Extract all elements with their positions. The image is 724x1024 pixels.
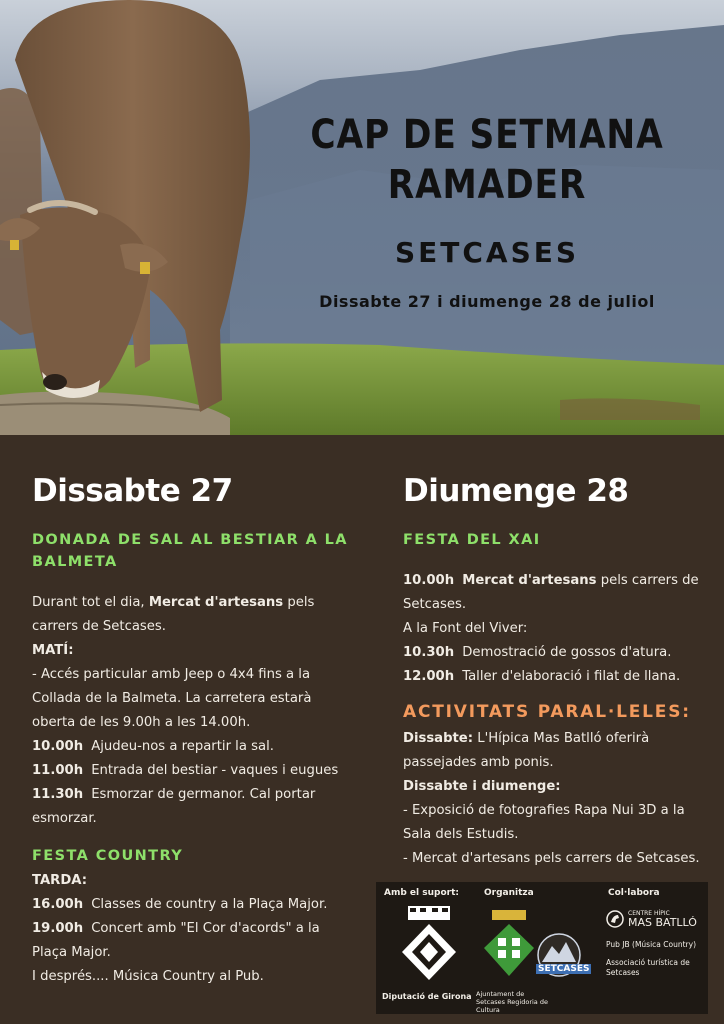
collab-item: Associació turística de Setcases bbox=[606, 958, 690, 977]
schedule-item: 12.00h Taller d'elaboració i filat de llana. bbox=[403, 669, 681, 684]
saturday-heading: Dissabte 27 bbox=[32, 473, 233, 509]
support-name: Diputació de Girona bbox=[382, 992, 472, 1001]
schedule-item: 11.00h Entrada del bestiar - vaques i eugues bbox=[32, 763, 339, 778]
event-date: Dissabte 27 i diumenge 28 de juliol bbox=[319, 292, 655, 311]
diputacio-girona-logo bbox=[398, 906, 460, 986]
market-intro: Durant tot el dia, Mercat d'artesans pels carrers de Setcases. bbox=[32, 595, 315, 634]
title-line-1: CAP DE SETMANA bbox=[310, 112, 664, 158]
saturday-activity: Dissabte: L'Hípica Mas Batlló oferirà passejades amb ponis. bbox=[403, 731, 650, 770]
sunday-heading: Diumenge 28 bbox=[403, 473, 629, 509]
organizer-name: Ajuntament de Setcases Regidoria de Cultura bbox=[476, 990, 548, 1014]
event-subtitle: SETCASES bbox=[394, 236, 580, 269]
organizer-label: Organitza bbox=[484, 888, 534, 898]
saturday-column bbox=[32, 435, 354, 989]
afternoon-label: TARDA: bbox=[32, 873, 88, 888]
schedule-item: 10.00h Ajudeu-nos a repartir la sal. bbox=[32, 739, 274, 754]
activity-item: - Exposició de fotografies Rapa Nui 3D a la Sala dels Estudis. bbox=[403, 803, 685, 842]
salt-event-heading: DONADA DE SAL AL BESTIAR A LA BALMETA bbox=[32, 532, 348, 570]
sunday-column bbox=[403, 435, 713, 871]
closing-note: I després.... Música Country al Pub. bbox=[32, 969, 264, 984]
access-note: - Accés particular amb Jeep o 4x4 fins a la Collada de la Balmeta. La carretera estarà oberta de les 9.00h a les 14.00h. bbox=[32, 667, 312, 730]
collab-label: Col·labora bbox=[608, 888, 660, 898]
setcases-coat-of-arms-icon bbox=[482, 908, 536, 980]
setcases-logo-text: SETCASES bbox=[538, 964, 590, 974]
title-line-2: RAMADER bbox=[387, 162, 587, 208]
schedule-item: 16.00h Classes de country a la Plaça Major. bbox=[32, 897, 328, 912]
country-event-heading: FESTA COUNTRY bbox=[32, 848, 184, 864]
hero-banner bbox=[0, 0, 724, 435]
location-note: A la Font del Viver: bbox=[403, 621, 528, 636]
parallel-activities-heading: ACTIVITATS PARAL·LELES: bbox=[403, 702, 691, 722]
activity-item: - Mercat d'artesans pels carrers de Setcases. bbox=[403, 851, 700, 866]
horse-icon bbox=[606, 910, 624, 928]
schedule-item: 10.00h Mercat d'artesans pels carrers de Setcases. bbox=[403, 573, 699, 612]
schedule-item: 19.00h Concert amb "El Cor d'acords" a la Plaça Major. bbox=[32, 921, 320, 960]
cow-landscape-illustration bbox=[0, 0, 724, 435]
collab-logo-small: CENTRE HÍPIC bbox=[628, 910, 670, 917]
collab-logo-big: MAS BATLLÓ bbox=[628, 916, 697, 929]
both-days-label: Dissabte i diumenge: bbox=[403, 779, 561, 794]
schedule-item: 10.30h Demostració de gossos d'atura. bbox=[403, 645, 672, 660]
lamb-fest-heading: FESTA DEL XAI bbox=[403, 532, 541, 548]
schedule-item: 11.30h Esmorzar de germanor. Cal portar esmorzar. bbox=[32, 787, 316, 826]
collab-item: Pub JB (Música Country) bbox=[606, 940, 696, 949]
sponsors-box bbox=[376, 882, 708, 1014]
morning-label: MATÍ: bbox=[32, 643, 74, 658]
support-label: Amb el suport: bbox=[384, 888, 459, 898]
